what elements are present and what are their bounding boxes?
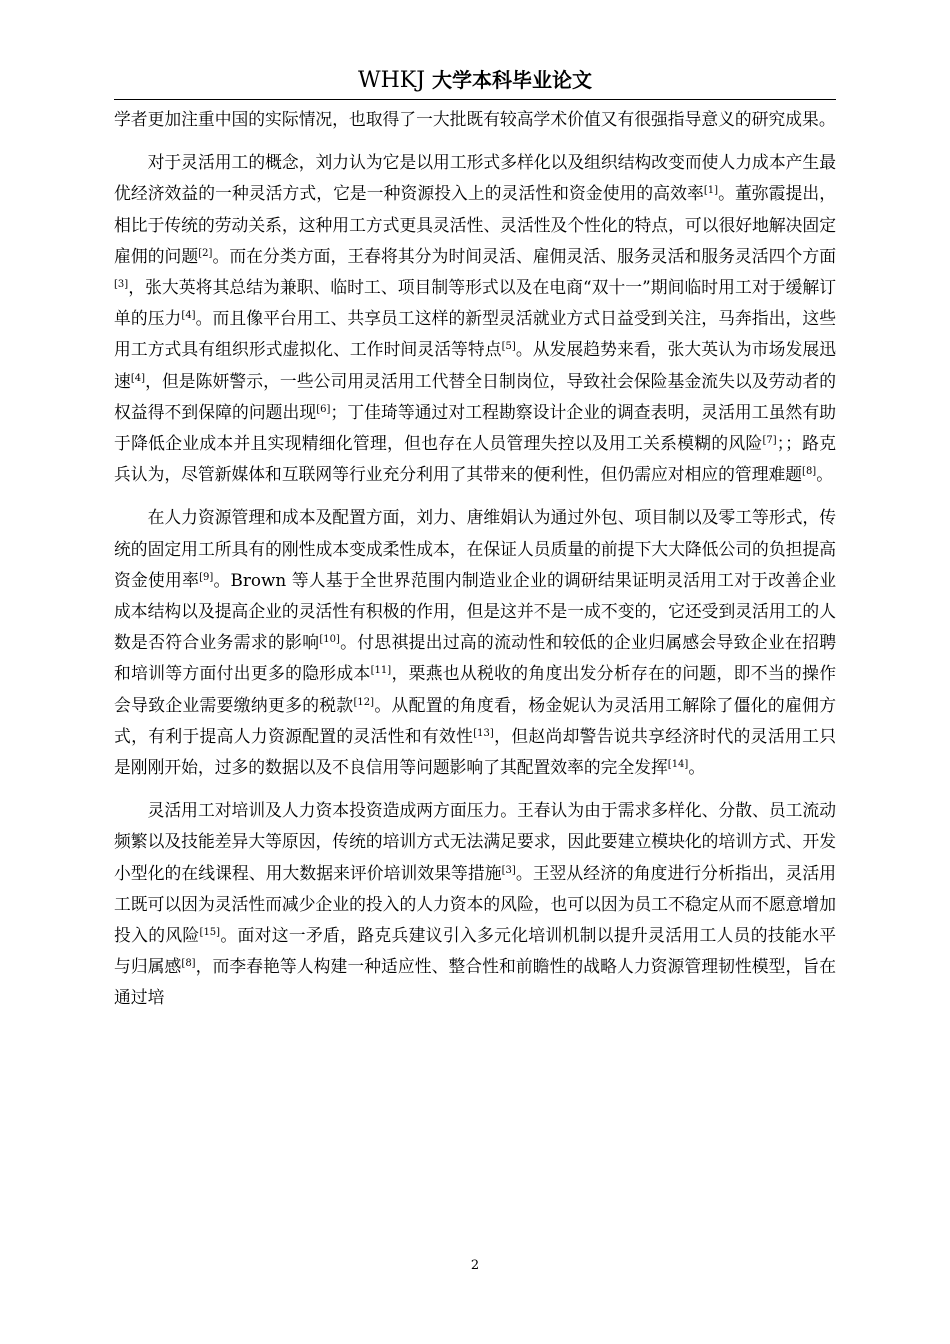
paragraph-text: 。王翌从经济的角度进行分析指出，灵活用工既可以因为灵活性而减少企业的投入的人力资本的风险，也可以因为员工不稳定从而不愿意增加投入的风险 — [114, 862, 836, 946]
citation-ref: [3] — [501, 864, 516, 876]
paragraph-text: 在人力资源管理和成本及配置方面，刘力、唐维娟认为通过外包、项目制以及零工等形式，传统的固定用工所具有的刚性成本变成柔性成本，在保证人员质量的前提下大大降低公司的负担提高资金使用率 — [114, 507, 836, 590]
citation-ref: [5] — [501, 341, 516, 353]
citation-ref: [2] — [198, 247, 213, 259]
citation-ref: [13] — [473, 727, 494, 739]
header-title: 大学本科毕业论文 — [432, 68, 593, 92]
paragraph — [114, 795, 836, 1013]
header-rule — [114, 99, 836, 100]
paragraph-text: 。 — [688, 757, 706, 778]
paragraph-text: 。 — [816, 464, 834, 485]
paragraph-text: 对于灵活用工的概念，刘力认为它是以用工形式多样化以及组织结构改变而使人力成本产生最优经济效益的一种灵活方式，它是一种资源投入上的灵活性和资金使用的高效率 — [114, 152, 836, 204]
citation-ref: [7] — [762, 435, 777, 447]
paragraph-text: 。董弥霞提出，相比于传统的劳动关系，这种用工方式更具灵活性、灵活性及个性化的特点，可以很好地解决固定雇佣的问题 — [114, 183, 836, 266]
paragraph-text: 。而在分类方面，王春将其分为时间灵活、雇佣灵活、服务灵活和服务灵活四个方面 — [212, 245, 836, 266]
paragraph-text: ，但是陈妍警示，一些公司用灵活用工代替全日制岗位，导致社会保险基金流失以及劳动者的权益得不到保障的问题出现 — [114, 370, 836, 422]
paragraph-text: 。付思祺提出过高的流动性和较低的企业归属感会导致企业在招聘和培训等方面付出更多的隐形成本 — [114, 632, 836, 684]
citation-ref: [11] — [370, 665, 392, 677]
paragraph-text: 。从发展趋势来看，张大英认为市场发展迅速 — [114, 339, 836, 391]
paragraph — [114, 104, 836, 135]
citation-ref: [1] — [703, 185, 719, 197]
paragraph-text: 。从配置的角度看，杨金妮认为灵活用工解除了僵化的雇佣方式，有利于提高人力资源配置的灵活性和有效性 — [114, 694, 836, 746]
paragraph-text: 。而且像平台用工、共享员工这样的新型灵活就业方式日益受到关注，马奔指出，这些用工方式具有组织形式虚拟化、工作时间灵活等特点 — [114, 308, 836, 360]
citation-ref: [15] — [199, 927, 221, 939]
citation-ref: [8] — [802, 466, 817, 478]
thesis-body — [114, 104, 836, 1026]
paragraph-text: ；丁佳琦等通过对工程勘察设计企业的调查表明，灵活用工虽然有助于降低企业成本并且实现精细化管理，但也存在人员管理失控以及用工关系模糊的风险 — [114, 401, 836, 454]
citation-ref: [3] — [114, 279, 129, 291]
paragraph-text: ，张大英将其总结为兼职、临时工、项目制等形式以及在电商“双十一”期间临时用工对于缓解订单的压力 — [114, 277, 836, 329]
paragraph-text: 。Brown 等人基于全世界范围内制造业企业的调研结果证明灵活用工对于改善企业成本结构以及提高企业的灵活性有积极的作用，但是这并不是一成不变的，它还受到灵活用工的人数是否符合业务需求的影响 — [114, 569, 836, 653]
citation-ref: [4] — [130, 372, 146, 384]
paragraph-text: ，而李春艳等人构建一种适应性、整合性和前瞻性的战略人力资源管理韧性模型，旨在通过培 — [114, 956, 836, 1008]
paragraph-text: 灵活用工对培训及人力资本投资造成两方面压力。王春认为由于需求多样化、分散、员工流动频繁以及技能差异大等原因，传统的培训方式无法满足要求，因此要建立模块化的培训方式、开发小型化的在线课程、用大数据来评价培训效果等措施 — [114, 800, 836, 883]
page-header — [114, 66, 836, 98]
paragraph — [114, 147, 836, 490]
citation-ref: [9] — [199, 571, 214, 583]
paragraph-text: ，栗燕也从税收的角度出发分析存在的问题，即不当的操作会导致企业需要缴纳更多的税款 — [114, 663, 836, 715]
header-prefix: WHKJ — [357, 68, 433, 93]
paragraph-text: ，但赵尚却警告说共享经济时代的灵活用工只是刚刚开始，过多的数据以及不良信用等问题影响了其配置效率的完全发挥 — [114, 725, 836, 778]
citation-ref: [8] — [181, 958, 196, 970]
page-number: 2 — [470, 1258, 480, 1273]
paragraph-text: 学者更加注重中国的实际情况，也取得了一大批既有较高学术价值又有很强指导意义的研究成果。 — [114, 109, 836, 129]
paragraph-text: 。面对这一矛盾，路克兵建议引入多元化培训机制以提升灵活用工人员的技能水平与归属感 — [114, 925, 836, 977]
citation-ref: [4] — [181, 310, 196, 322]
citation-ref: [12] — [353, 696, 375, 708]
paragraph — [114, 502, 836, 783]
citation-ref: [10] — [319, 634, 340, 646]
citation-ref: [6] — [316, 403, 331, 415]
paragraph-text: ；；路克兵认为，尽管新媒体和互联网等行业充分利用了其带来的便利性，但仍需应对相应的管理难题 — [114, 433, 836, 485]
citation-ref: [14] — [667, 759, 689, 771]
